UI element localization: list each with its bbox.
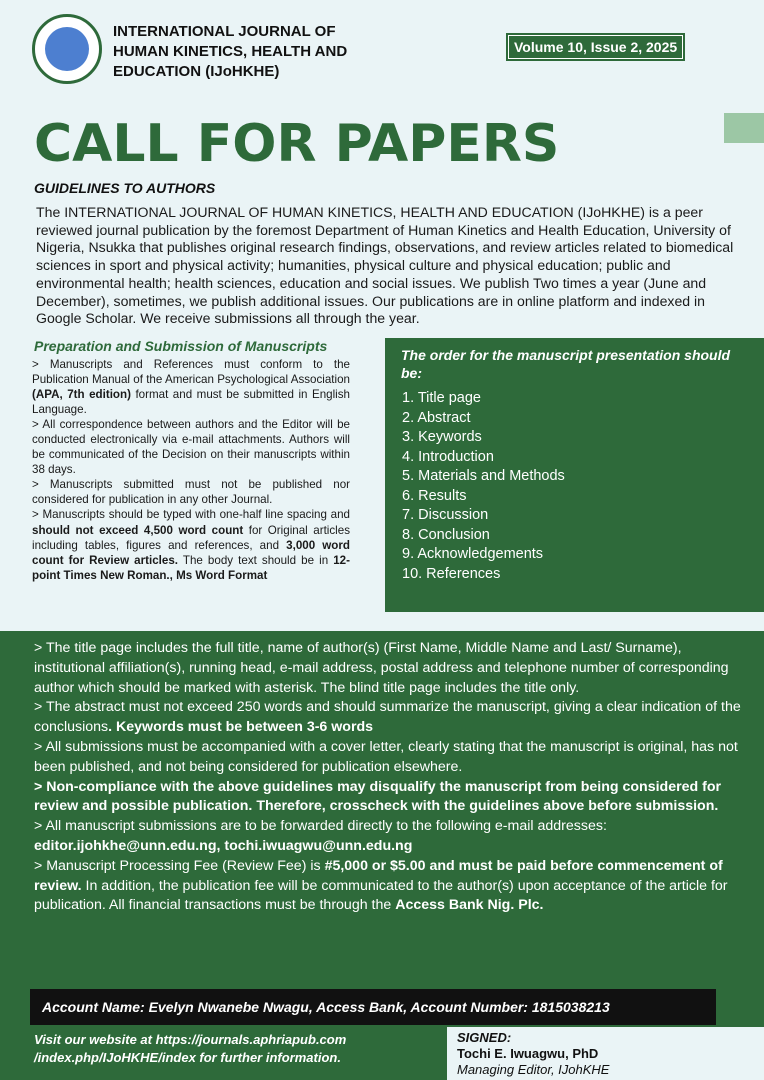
prep-format-text-2: for Original articles including tables, figures and references, and [32, 523, 350, 552]
bank-name: Access Bank Nig. Plc. [395, 897, 544, 914]
account-details-bar: Account Name: Evelyn Nwanebe Nwagu, Access Bank, Account Number: 1815038213 [30, 989, 716, 1025]
guidelines-intro: The INTERNATIONAL JOURNAL OF HUMAN KINETICS, HEALTH AND EDUCATION (IJoHKHE) is a peer reviewed journal publication by the foremost Department of Human Kinetics and Health Education, University of Nigeria, Nsukka that publishes original research findings, observations, and review articles related to biomedical sciences in sport and physical activity; humanities, physical culture and physical education; public and environmental health; health sciences, education and social issues. We publish Two times a year (June and December), sometimes, we publish additional issues. Our publications are in online platform and indexed in Google Scholar. We receive submissions all through the year. [36, 204, 734, 327]
header [0, 0, 764, 110]
order-item: 6. Results [402, 487, 467, 504]
prep-apa-edition: (APA, 7th edition) [32, 388, 131, 402]
fee-note [34, 857, 749, 916]
prep-review-limit: 3,000 word count for Review articles. [32, 538, 350, 567]
prep-apa-text: > Manuscripts and References must conform to the Publication Manual of the American Psychological Association [32, 358, 350, 387]
logo-emblem-icon [45, 27, 89, 71]
signer-role: Managing Editor, IJohKHE [457, 1062, 610, 1077]
abstract-note [34, 698, 749, 738]
prep-format-text-3: The body text should be in [178, 553, 334, 567]
order-item: 2. Abstract [402, 409, 471, 426]
fee-amount: #5,000 or $5.00 and must be paid before commencement of review. [34, 857, 723, 894]
order-item: 1. Title page [402, 390, 481, 406]
noncompliance-note: > Non-compliance with the above guidelines may disqualify the manuscript from being considered for review and possible publication. Therefore, crosscheck with the guidelines above before submission. [34, 778, 722, 815]
preparation-body [32, 357, 350, 583]
volume-badge: Volume 10, Issue 2, 2025 [506, 33, 685, 61]
abstract-text: > The abstract must not exceed 250 words and should summarize the manuscript, giving a clear indication of the conclusions [34, 699, 741, 736]
website-note: Visit our website at https://journals.aphriapub.com /index.php/IJoHKHE/index for further information. [34, 1032, 347, 1065]
title-page-note: > The title page includes the full title, name of author(s) (First Name, Middle Name and Last/ Surname), institutional affiliation(s), running head, e-mail address, postal address and telephone number of corresponding author which should be marked with asterisk. The blind title page includes the title only. [34, 640, 729, 696]
prep-word-limit: should not exceed 4,500 word count [32, 523, 244, 537]
prep-not-published: > Manuscripts submitted must not be published nor considered for publication in any other Journal. [32, 478, 350, 507]
submission-details-section [0, 631, 764, 1080]
prep-apa-text-end: format and must be submitted in English Language. [32, 388, 350, 417]
fee-text: > Manuscript Processing Fee (Review Fee) is [34, 857, 325, 874]
fee-text-2: In addition, the publication fee will be communicated to the author(s) upon acceptance of the article for publication. All financial transactions must be through the [34, 877, 728, 914]
submission-note: > All manuscript submissions are to be forwarded directly to the following e-mail addresses: [34, 818, 607, 835]
submission-notes [34, 639, 749, 916]
signature-box [447, 1027, 764, 1080]
prep-correspondence: > All correspondence between authors and the Editor will be conducted electronically via e-mail attachments. Authors will be communicated of the Decision on their manuscripts within 38 days. [32, 418, 350, 477]
decorative-square [724, 113, 764, 143]
prep-apa-paragraph [32, 357, 350, 417]
cover-letter-note: > All submissions must be accompanied with a cover letter, clearly stating that the manuscript is original, has not been published, and not being considered for publication elsewhere. [34, 738, 738, 775]
order-item: 9. Acknowledgements [402, 546, 544, 562]
order-item: 8. Conclusion [402, 526, 490, 543]
signed-label: SIGNED: [457, 1030, 512, 1045]
order-item: 7. Discussion [402, 507, 489, 523]
email-addresses: editor.ijohkhe@unn.edu.ng, tochi.iwuagwu@unn.edu.ng [34, 837, 413, 854]
prep-format-paragraph [32, 507, 350, 582]
guidelines-heading: GUIDELINES TO AUTHORS [34, 180, 216, 196]
order-heading: The order for the manuscript presentation should be: [401, 347, 731, 381]
order-item: 3. Keywords [402, 429, 482, 445]
journal-logo [32, 14, 102, 84]
preparation-heading: Preparation and Submission of Manuscripts [34, 338, 328, 354]
order-item: 5. Materials and Methods [402, 468, 565, 484]
order-item: 4. Introduction [402, 448, 494, 465]
signer-name: Tochi E. Iwuagwu, PhD [457, 1046, 599, 1061]
manuscript-order-box [385, 338, 764, 612]
page-title: CALL FOR PAPERS [34, 114, 560, 174]
prep-format-text: > Manuscripts should be typed with one-half line spacing and [32, 508, 350, 522]
order-list [402, 389, 565, 584]
order-item: 10. References [402, 565, 501, 582]
keywords-rule: . Keywords must be between 3-6 words [108, 719, 374, 736]
prep-font-spec: 12-point Times New Roman., Ms Word Format [32, 553, 350, 582]
journal-title: INTERNATIONAL JOURNAL OF HUMAN KINETICS, HEALTH AND EDUCATION (IJoHKHE) [113, 23, 348, 80]
